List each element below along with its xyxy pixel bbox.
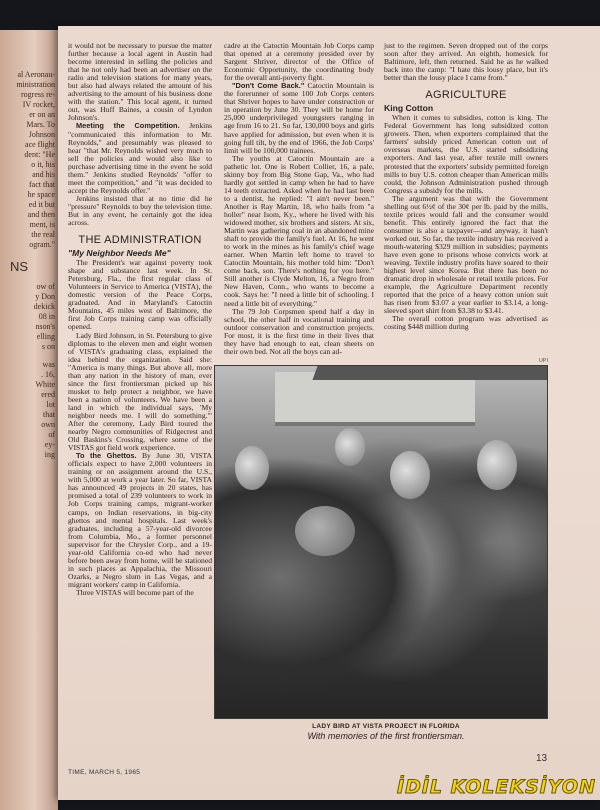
previous-page-fragment: ment, is	[29, 220, 55, 229]
previous-page-fragment: 08 in	[38, 312, 55, 321]
footer-date: TIME, MARCH 5, 1965	[68, 769, 141, 776]
paragraph: The President's war against poverty took shape and substance last week. In St. Petersburg, Fla., the first regular class of Volunteers in Service to America (VISTA), the domestic version of the Peace Corps, graduated. And in Maryland's Catoctin Mountains, 45 miles west of Baltimore, the first Job Corps training camp was officially opened.	[68, 258, 212, 332]
paragraph: The overall cotton program was advertised as costing $448 million during	[384, 314, 548, 332]
paragraph: When it comes to subsidies, cotton is king. The Federal Government has long subsidized cotton growers. Then, when exporters complained that the farmers' subsidy priced American cotton out of overseas markets, the U.S. started subsidizing exporters. And last year, after textile mill owners protested that the exporters' subsidy permitted foreign mills to buy U.S. cotton cheaper than American mills could, the Johnson Administration pushed through Congress a subsidy for the mills.	[384, 113, 548, 195]
photo-person	[390, 451, 430, 499]
paragraph: Three VISTAS will become part of the	[76, 588, 194, 597]
previous-page-fragment: White	[35, 380, 55, 389]
previous-page-fragment: dekick	[33, 302, 55, 311]
paragraph: Jenkins insisted that at no time did he "pressure" Reynolds to buy the television time. But in any event, he certainly got the idea across.	[68, 193, 212, 228]
caption-title: LADY BIRD AT VISTA PROJECT IN FLORIDA	[312, 723, 460, 730]
left-column-wrap	[68, 42, 212, 777]
photo-person	[335, 428, 365, 466]
previous-page-fragment: ing	[44, 450, 55, 459]
paragraph-text: Catoctin Mountain is the forerunner of some 100 Job Corps centers that Shriver hopes to have under construction or in operation by June 30. They will be home for 25,000 underprivileged youngsters ranging in age from 16 to 21. So far, 130,000 boys and girls have applied for admission, but even when it is going full tilt, by the end of 1966, the Job Corps' limit will be 100,000 trainees.	[224, 81, 374, 155]
previous-page-fragment: . 16,	[41, 370, 55, 379]
paragraph: it would not be necessary to pursue the matter further because a local agent in Austin had become interested in selling the policies and that he not only had been an advertiser on the radio and television stations for many years, but also had always related the amount of his advertising to the amount of his business done with the station." This local agent, it turned out, was Huff Baines, a cousin of Lyndon Johnson's.	[68, 41, 212, 123]
previous-page-fragment: lot	[46, 400, 55, 409]
paragraph: The 79 Job Corpsmen spend half a day in school, the other half in vocational training and outdoor conservation and construction projects. For most, it is the first time in their lives that they have had enough to eat, clean sheets on their own bed. Not all the boys can ad-	[224, 306, 374, 356]
paragraph: cadre at the Catoctin Mountain Job Corps camp that opened at a ceremony presided over by Sargent Shriver, director of the Office of Economic Opportunity, the coordinating body for the overall anti-poverty fight.	[224, 41, 374, 83]
previous-page-fragment: ogram."	[29, 240, 55, 249]
run-in-heading: To the Ghettos.	[76, 451, 137, 461]
photo-person	[477, 440, 517, 490]
paragraph: The youths at Catoctin Mountain are a pathetic lot. One is Robert Collier, 16, a pale, skinny boy from Big Stone Gap, Va., who had hardly got settled in camp when he had to have 14 teeth extracted. Asked when he had last been to a dentist, he replied: "I ain't never been." Another is Ray Martin, 18, who hails from "a holler" near Isom, Ky., where he lived with his widowed mother, six brothers and sisters. At six, Martin was gathering coal in an abandoned mine shaft to provide the family's fuel. At 16, he went to work in the mines as his family's chief wage earner. When Martin left home to travel to Catoctin Mountain, his mother told him: "Don't come back, son. There's nothing for you here." Still another is Clyde Melton, 16, a Negro from New Haven, Conn., who wants to become a cook. Says he: "I need a little bit of schooling. I need a little bit of everything."	[224, 153, 374, 308]
previous-page-fragment: Johnson	[28, 130, 55, 139]
previous-page-fragment: ace flight	[25, 140, 55, 149]
section-heading-administration: THE ADMINISTRATION	[78, 234, 202, 247]
photo-roof	[312, 366, 548, 380]
photo-house	[275, 372, 475, 426]
paragraph	[68, 452, 212, 589]
previous-page-fragment: elling	[36, 332, 55, 341]
previous-page-fragment: ministration	[16, 80, 55, 89]
previous-page-fragment: er on an	[29, 110, 55, 119]
previous-page-fragment: ey-	[44, 440, 55, 449]
previous-page-fragment: al Aeronau-	[17, 70, 55, 79]
column-1	[68, 42, 212, 597]
previous-page-fragment: the real	[31, 230, 55, 239]
previous-page-fragment: ow of	[36, 282, 55, 291]
paragraph: Lady Bird Johnson, in St. Petersburg to give diplomas to the eleven men and eight women of VISTA's graduating class, explained the idea behind the organization. Said she: "America is many things. But above all, more than any nation in the history of man, ever since the first frontiersman picked up his musket to help protect a neighbor, we have been a nation of volunteers. We have been a land in which the individual says, 'My neighbor needs me. I will do something.'" After the ceremony, Lady Bird toured the nearby Negro communities of Ridgecrest and Old Baskins's Crossing, where some of the VISTAS got field work experience.	[68, 330, 212, 453]
section-heading-agriculture: AGRICULTURE	[425, 89, 507, 102]
previous-page-fragment: rogress re-	[21, 90, 55, 99]
previous-page-fragment: Mars. To	[26, 120, 55, 129]
previous-page-fragment: NS	[9, 259, 28, 274]
previous-page-fragment: dent: "He	[24, 150, 55, 159]
article-headline: King Cotton	[384, 103, 434, 114]
article-headline: "My Neighbor Needs Me"	[68, 248, 171, 259]
previous-page-fragment: s on	[41, 342, 55, 351]
previous-page-fragment: and then	[27, 210, 55, 219]
column-2	[224, 42, 374, 356]
previous-page-fragment: y Don	[35, 292, 55, 301]
previous-page-fragment: that	[43, 410, 55, 419]
previous-page-fragment: he space	[27, 190, 55, 199]
paragraph-text: Jenkins "communicated this information to Mr. Reynolds," and presumably was pleased to hear "that Mr. Reynolds wished very much to sell the policies and would also like to purchase advertising time in the event he sold them." Jenkins studied Reynolds' "offer to meet the competition," and "it was decided to accept the Reynolds offer."	[68, 121, 212, 195]
magazine-page	[58, 26, 600, 800]
upper-columns	[224, 42, 548, 356]
page-number: 13	[536, 753, 548, 764]
watermark-logo: İDİL KOLEKSİYON	[397, 776, 596, 798]
paragraph: just to the regimen. Seven dropped out of the corps soon after they arrived. An eighth, homesick for Baltimore, left, then returned. Said he as he walked back into the camp: "I hate this lousy place, but it's better than the lousy place I came from."	[384, 41, 548, 83]
news-photo	[214, 365, 548, 719]
paragraph	[68, 122, 212, 194]
caption-text: With memories of the first frontiersman.	[307, 731, 465, 741]
photo-person	[235, 446, 269, 490]
paragraph: The argument was that with the Government shelling out 6½¢ of the 30¢ per lb. paid by the mills, textile prices would fall and the consumer would benefit. This entirely ignored the fact that the consumer is also a taxpayer—and anyway, it hasn't worked out. So far, the textile industry has received a mouth-watering $329 million in subsidies; payments have even gone to prisons whose convicts work at weaving. Textile industry profits have soared to their highest level since Korea. But there has been no dramatic drop in wholesale or retail textile prices. For example, the Agriculture Department recently reported that the price of a heavy cotton union suit has risen from $3.07 a year earlier to $3.14, a long-sleeved sport shirt from $3.38 to $3.41.	[384, 193, 548, 316]
run-in-heading: "Don't Come Back."	[232, 81, 305, 91]
run-in-heading: Meeting the Competition.	[76, 121, 180, 131]
previous-page-fragment: own	[41, 420, 55, 429]
paragraph	[224, 82, 374, 154]
previous-page-fragment: ered	[41, 390, 55, 399]
previous-page-fragment: was	[42, 360, 55, 369]
right-area	[224, 42, 548, 742]
photo-credit: UPI	[538, 357, 548, 364]
photo-caption	[224, 723, 548, 742]
previous-page-fragment: of	[48, 430, 55, 439]
previous-page-fragment: ed it but	[28, 200, 55, 209]
paragraph-text: By June 30, VISTA officials expect to have 2,000 volunteers in training or on assignment around the U.S., with 5,000 at work a year later. So far, VISTA has announced 49 projects in 20 states, has promised a total of 239 volunteers to work in Job Corps training camps, migrant-worker camps, on Indian reservations, in big-city ghettos and mental hospitals. Last week's graduates, including a 57-year-old divorcee from Columbia, Mo., a former personnel supervisor for the Chrysler Corp., and a 19-year-old California co-ed who had never before been away from home, will be stationed in such places as Appalachia, the Missouri Ozarks, a Negro slum in Las Vegas, and a migrant workers' camp in California.	[68, 451, 212, 589]
column-3	[384, 42, 548, 356]
previous-page-fragment: nson's	[35, 322, 55, 331]
previous-page-fragment: o it, his	[31, 160, 55, 169]
previous-page-fragment: fact that	[29, 180, 55, 189]
previous-page-edge	[0, 30, 58, 810]
previous-page-fragment: and his	[32, 170, 55, 179]
previous-page-fragment: IV rocket,	[22, 100, 55, 109]
photo-person	[295, 506, 355, 556]
